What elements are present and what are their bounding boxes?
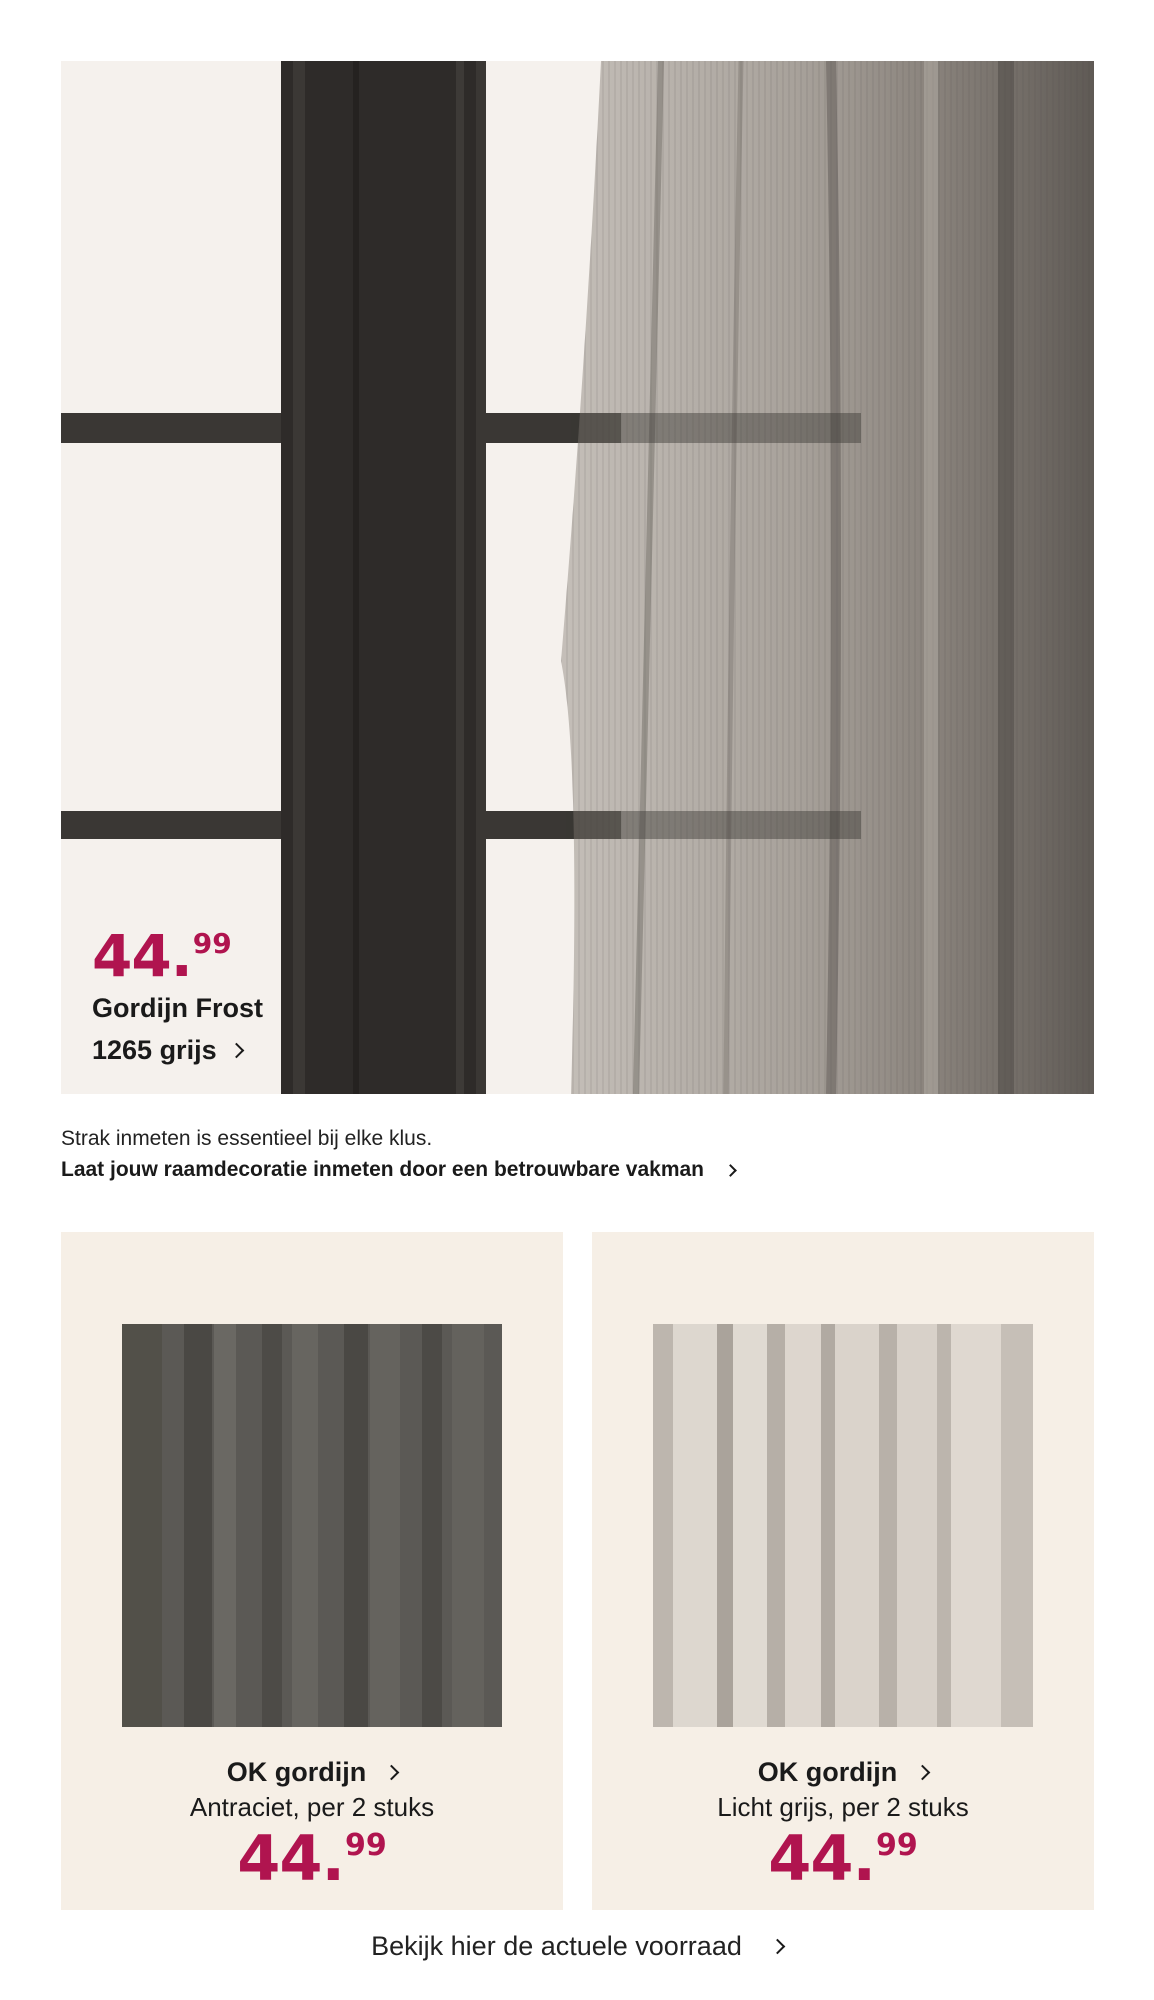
- chevron-right-icon: [770, 1938, 786, 1954]
- product-price-decimals: 99: [876, 1828, 918, 1863]
- product-price-dot: .: [321, 1822, 345, 1895]
- product-title-link[interactable]: [61, 1754, 563, 1790]
- chevron-right-icon: [915, 1764, 931, 1780]
- stock-link-label: Bekijk hier de actuele voorraad: [371, 1931, 742, 1961]
- product-price: [592, 1822, 1094, 1895]
- hero-product-name[interactable]: Gordijn Frost: [92, 993, 263, 1023]
- hero-price-integer: 44: [92, 922, 171, 990]
- chevron-right-icon: [384, 1764, 400, 1780]
- chevron-right-icon: [228, 1042, 244, 1058]
- measuring-info: [61, 1124, 1094, 1186]
- product-subtitle: Licht grijs, per 2 stuks: [717, 1792, 969, 1822]
- info-text: Strak inmeten is essentieel bij elke klus.: [61, 1127, 433, 1150]
- measuring-service-link[interactable]: [61, 1154, 1094, 1186]
- chevron-right-icon: [724, 1164, 737, 1177]
- hero-price-dot: .: [170, 922, 192, 990]
- product-price-dot: .: [852, 1822, 876, 1895]
- hero-product-variant: 1265 grijs: [92, 1035, 217, 1065]
- product-price-integer: 44: [237, 1822, 322, 1895]
- hero-product-label[interactable]: [92, 922, 263, 1069]
- product-title-link[interactable]: [592, 1754, 1094, 1790]
- product-title: OK gordijn: [757, 1757, 898, 1787]
- stock-link[interactable]: [0, 1926, 1154, 1966]
- product-title: OK gordijn: [226, 1757, 367, 1787]
- hero-product-variant-link[interactable]: [92, 1031, 263, 1069]
- product-subtitle: Antraciet, per 2 stuks: [189, 1792, 435, 1822]
- product-image-licht-grijs: [653, 1324, 1033, 1727]
- hero-banner[interactable]: [61, 61, 1094, 1094]
- hero-price: [92, 922, 263, 990]
- product-card-licht-grijs[interactable]: [592, 1232, 1094, 1910]
- product-card-antraciet[interactable]: [61, 1232, 563, 1910]
- product-image-antraciet: [122, 1324, 502, 1727]
- product-price-decimals: 99: [345, 1828, 387, 1863]
- product-price-integer: 44: [768, 1822, 853, 1895]
- measuring-service-link-label: Laat jouw raamdecoratie inmeten door een betrouwbare vakman: [61, 1158, 705, 1181]
- hero-price-decimals: 99: [192, 927, 232, 960]
- product-price: [61, 1822, 563, 1895]
